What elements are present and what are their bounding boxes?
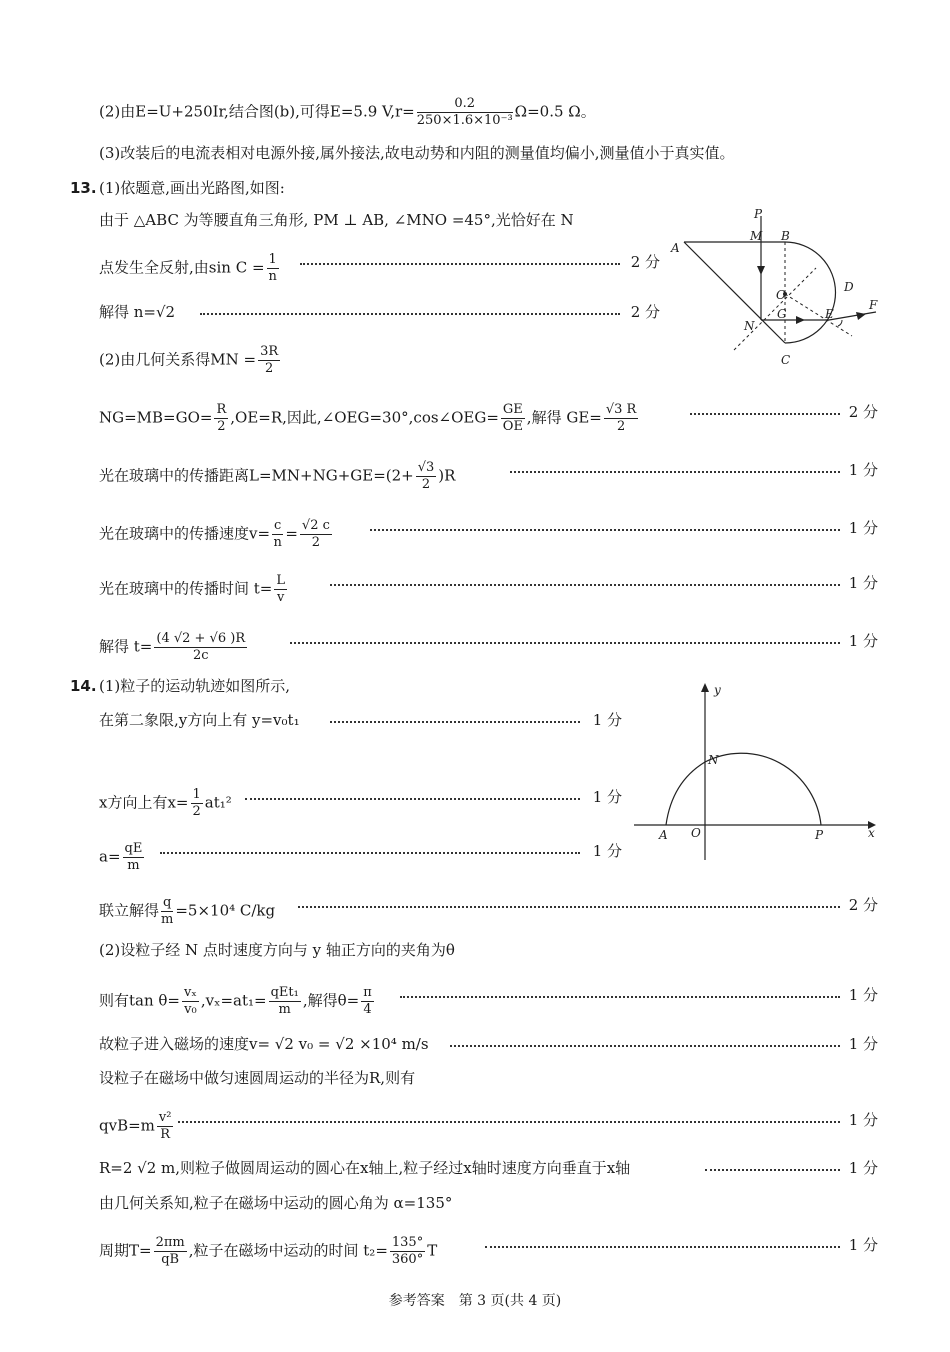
q14-line-7: 则有tan θ= $\frac{\text{vₓ}}{\text{v₀}}$ ,vₓ=at₁= $\frac{\text{qEt₁}}{m}$ ,解得θ= $\frac{\pi}{4}$ <box>99 985 372 1017</box>
y-axis-arrow <box>701 683 709 692</box>
q14-line-8: 故粒子进入磁场的速度v= √2 v₀ = √2 ×10⁴ m/s <box>99 1035 429 1053</box>
fraction-r: $\frac{0.2}{\text{250×1.6×10⁻³}}$ <box>416 96 513 128</box>
trajectory-diagram <box>628 678 884 864</box>
label-n2: N <box>708 753 719 767</box>
answer-line-top1: (2)由E=U+250Ir,结合图(b),可得E=5.9 V,r= $\frac{0.2}{\text{250×1.6×10⁻³}}$ Ω=0.5 Ω。 <box>99 96 596 128</box>
trajectory-arc <box>705 753 821 825</box>
q13-line-3: 点发生全反射,由sin C = $\frac{1}{n}$ <box>99 252 277 284</box>
dot-leader <box>178 1118 840 1123</box>
light-path-diagram <box>666 206 886 372</box>
answer-line-top2: (3)改装后的电流表相对电源外接,属外接法,故电动势和内阻的测量值均偏小,测量值小于真实值。 <box>99 144 735 162</box>
dot-leader <box>245 795 580 800</box>
trajectory-parabola <box>666 762 705 825</box>
q14-line-9: 设粒子在磁场中做匀速圆周运动的半径为R,则有 <box>99 1069 416 1087</box>
dot-leader <box>690 410 840 415</box>
label-e: E <box>825 307 834 321</box>
score: 1 分 <box>848 1236 878 1254</box>
dot-leader <box>200 310 620 315</box>
dot-leader <box>450 1042 840 1047</box>
label-o: O <box>776 288 786 302</box>
label-a2: A <box>659 828 668 842</box>
dot-leader <box>300 260 620 265</box>
label-a: A <box>671 241 680 255</box>
score: 1 分 <box>848 1111 878 1129</box>
score: 1 分 <box>592 711 622 729</box>
dot-leader <box>290 639 840 644</box>
label-g: G <box>777 307 787 321</box>
label-p: P <box>754 207 763 221</box>
q14-line-4: a= $\frac{qE}{m}$ <box>99 841 143 873</box>
dashed-normal-n <box>734 268 816 350</box>
q14-line-6: (2)设粒子经 N 点时速度方向与 y 轴正方向的夹角为θ <box>99 941 455 959</box>
q13-line-4: 解得 n=√2 <box>99 303 176 321</box>
score: 1 分 <box>848 461 878 479</box>
q14-line-13: 周期T= $\frac{2\pi m}{qB}$ ,粒子在磁场中运动的时间 t₂= $\frac{135^\circ}{360^\circ}$ T <box>99 1235 438 1267</box>
score: 1 分 <box>848 1035 878 1053</box>
label-p2: P <box>815 828 824 842</box>
q13-line-9: 光在玻璃中的传播时间 t= $\frac{L}{v}$ <box>99 573 286 605</box>
ray-arrow-f <box>856 312 866 320</box>
q13-line-1: (1)依题意,画出光路图,如图: <box>99 179 285 197</box>
ray-arrow-right <box>796 316 805 324</box>
q14-line-11: R=2 √2 m,则粒子做圆周运动的圆心在x轴上,粒子经过x轴时速度方向垂直于x轴 <box>99 1159 631 1177</box>
dot-leader <box>510 468 840 473</box>
score: 1 分 <box>848 574 878 592</box>
q13-line-10: 解得 t= $\frac{(4 √2 + √6 )R}{2c}$ <box>99 631 246 663</box>
label-x: x <box>868 826 875 840</box>
q13-line-2: 由于 △ABC 为等腰直角三角形, PM ⊥ AB, ∠MNO =45°,光恰好在 N <box>99 211 574 229</box>
q13-line-7: 光在玻璃中的传播距离L=MN+NG+GE=(2+ $\frac{√3}{2}$ )R <box>99 460 456 492</box>
q14-line-2: 在第二象限,y方向上有 y=v₀t₁ <box>99 711 300 729</box>
label-o2: O <box>691 826 701 840</box>
q14-line-3: x方向上有x= $\frac{1}{2}$ at₁² <box>99 787 232 819</box>
dot-leader <box>705 1166 840 1171</box>
ray-ef <box>829 312 876 320</box>
angle-mark <box>838 320 842 326</box>
q14-line-12: 由几何关系知,粒子在磁场中运动的圆心角为 α=135° <box>99 1194 453 1212</box>
ray-arrow-down <box>757 266 765 275</box>
score: 2 分 <box>630 303 660 321</box>
score: 1 分 <box>848 986 878 1004</box>
label-n: N <box>744 319 755 333</box>
q14-line-1: (1)粒子的运动轨迹如图所示, <box>99 677 291 695</box>
score: 1 分 <box>592 788 622 806</box>
label-y: y <box>714 683 721 697</box>
dot-leader <box>160 849 580 854</box>
score: 1 分 <box>848 1159 878 1177</box>
label-b: B <box>781 229 790 243</box>
score: 1 分 <box>592 842 622 860</box>
q14-line-5: 联立解得 $\frac{q}{m}$ =5×10⁴ C/kg <box>99 895 276 927</box>
score: 1 分 <box>848 519 878 537</box>
dot-leader <box>298 903 840 908</box>
score: 1 分 <box>848 632 878 650</box>
arc-bdc <box>785 242 836 343</box>
score: 2 分 <box>848 403 878 421</box>
score: 2 分 <box>630 253 660 271</box>
question-13-number: 13. <box>70 179 97 197</box>
edge-ac <box>684 242 785 343</box>
dot-leader <box>330 581 840 586</box>
dot-leader <box>330 718 580 723</box>
dot-leader <box>370 526 840 531</box>
q13-line-8: 光在玻璃中的传播速度v= $\frac{c}{n}$ = $\frac{√2 c}{2}$ <box>99 518 330 550</box>
label-c: C <box>781 353 791 367</box>
q13-line-6: NG=MB=GO= $\frac{R}{2}$ ,OE=R,因此,∠OEG=30°,cos∠OEG= $\frac{GE}{OE}$ ,解得 GE= $\frac{√3 R}{2}$ <box>99 402 637 434</box>
label-m: M <box>750 229 763 243</box>
page-footer: 参考答案 第 3 页(共 4 页) <box>388 1293 562 1309</box>
q14-line-10: qvB=m $\frac{\text{v²}}{R}$ <box>99 1110 172 1142</box>
label-f: F <box>869 298 878 312</box>
dot-leader <box>400 993 840 998</box>
score: 2 分 <box>848 896 878 914</box>
label-d: D <box>844 280 854 294</box>
question-14-number: 14. <box>70 677 97 695</box>
q13-line-5: (2)由几何关系得MN = $\frac{3R}{2}$ <box>99 344 279 376</box>
dot-leader <box>485 1243 840 1248</box>
